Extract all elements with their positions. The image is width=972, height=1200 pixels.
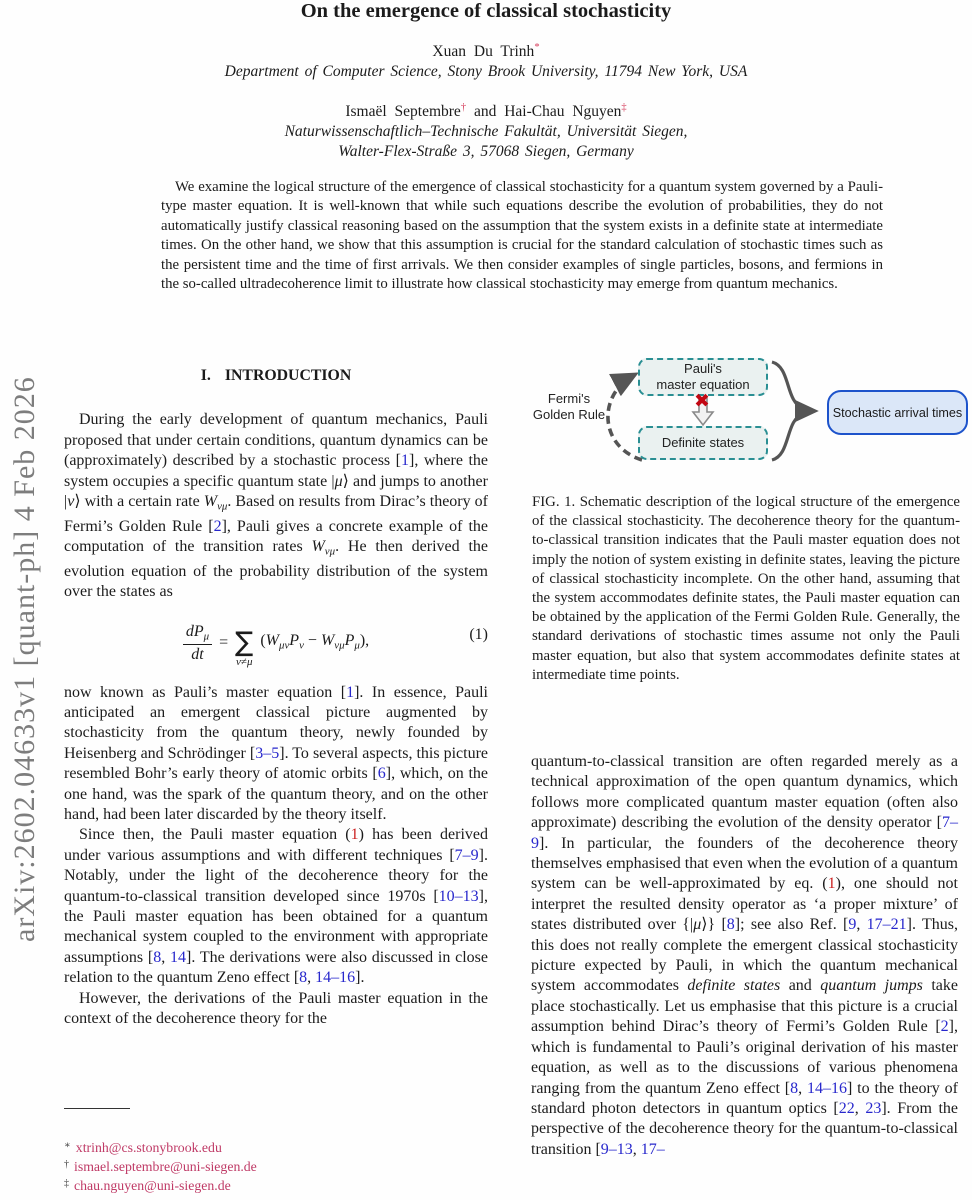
- text-segment: ,: [854, 1099, 866, 1117]
- definite-states-box: [638, 426, 768, 460]
- text-segment: ]. Thus, this does not really complete the emergent classical stochasticity picture expected by Pauli, in which the quantum mechanical system accommodates: [531, 916, 958, 995]
- equation-number: (1): [469, 625, 488, 643]
- text-segment: . He then derived the evolution equation of the probability distribution of the system over the states as: [64, 538, 488, 601]
- pauli-box-line2: master equation: [656, 377, 750, 392]
- citation-link[interactable]: 9: [848, 916, 857, 934]
- text-segment: ], Pauli gives a concrete example of the computation of the transition rates: [64, 517, 488, 556]
- paragraph: [531, 752, 958, 1160]
- brace-bottom: [772, 414, 803, 460]
- citation-link[interactable]: 14: [170, 948, 187, 966]
- author-name: Xuan Du Trinh: [432, 43, 535, 60]
- text-segment: ], which, on the one hand, was the spark of the quantum theory, and on the other hand, had been later discarded by the theory itself.: [64, 765, 488, 823]
- text-segment: ]. From the perspective of the decoherence theory for the quantum-to-classical transition [: [531, 1099, 958, 1158]
- text-segment: ⟩} [: [701, 916, 727, 934]
- text-segment: P: [289, 632, 300, 650]
- footnote-email-1: [64, 1138, 484, 1157]
- section-heading-introduction: [64, 366, 488, 386]
- text-segment: ,: [856, 916, 867, 934]
- text-segment: ,: [632, 1140, 641, 1158]
- text-segment: ], the Pauli master equation has been obtained for a quantum mechanical system coupled to the environment with appropriate assumptions [: [64, 887, 488, 966]
- footnote-email-2: [64, 1157, 484, 1176]
- equation-rhs: [260, 631, 369, 656]
- paragraph: [64, 410, 488, 602]
- text-segment: W: [320, 632, 335, 650]
- citation-link[interactable]: 2: [940, 1018, 949, 1036]
- equation-body: [64, 619, 488, 668]
- text-segment: μ: [203, 630, 210, 643]
- citation-link[interactable]: 9–13: [600, 1140, 633, 1158]
- citation-link[interactable]: 8: [726, 916, 735, 934]
- text-segment: ) has been derived under various assumptions and with different techniques [: [64, 826, 488, 864]
- stochastic-arrival-times-box: [827, 390, 968, 435]
- section-title: INTRODUCTION: [224, 367, 352, 384]
- text-segment: ], where the system occupies a specific quantum state |: [64, 452, 488, 490]
- text-segment: W: [265, 632, 279, 650]
- text-segment: ν: [236, 656, 241, 669]
- text-segment: μ: [693, 916, 702, 934]
- citation-link[interactable]: 17–21: [866, 916, 907, 934]
- author-line-2: [0, 102, 972, 121]
- red-cross-icon: ✖: [694, 391, 710, 412]
- text-segment: W: [203, 493, 218, 511]
- summation-subscript: [236, 657, 252, 668]
- text-segment: μ: [354, 639, 360, 652]
- figure-1-diagram: [500, 350, 972, 485]
- text-segment: dP: [185, 622, 204, 640]
- citation-link[interactable]: 7–9: [454, 846, 479, 864]
- equation-1: [64, 611, 488, 677]
- text-segment: ]. To several aspects, this picture resembled Bohr’s early theory of atomic orbits [: [64, 744, 489, 783]
- fraction: [183, 623, 212, 664]
- affiliation-2-line-2: Walter-Flex-Straße 3, 57068 Siegen, Germany: [338, 143, 634, 160]
- arxiv-watermark: arXiv:2602.04633v1 [quant-ph] 4 Feb 2026: [8, 376, 41, 942]
- text-segment: take place stochastically. Let us emphasise that this picture is a crucial assumption behind Dirac’s theory of Fermi’s Golden Rule [: [531, 977, 959, 1036]
- footnote-mark: ∗: [64, 1140, 71, 1151]
- citation-link[interactable]: 23: [865, 1099, 882, 1117]
- text-segment: ,: [307, 969, 316, 987]
- text-segment: †: [460, 102, 467, 113]
- footnote-mark: †: [64, 1158, 69, 1170]
- citation-link[interactable]: 8: [153, 948, 162, 966]
- paragraph: [64, 989, 488, 1030]
- text-segment: ,: [798, 1079, 807, 1097]
- text-segment: . Based on results from Dirac’s theory of Fermi’s Golden Rule [: [64, 493, 488, 535]
- text-segment: ].: [355, 969, 365, 987]
- citation-link[interactable]: 1: [346, 683, 355, 701]
- text-segment: ]. The derivations were also discussed in close relation to the quantum Zeno effect [: [64, 948, 488, 987]
- affiliation-2-line-1: Naturwissenschaftlich–Technische Fakultät, Universität Siegen,: [284, 123, 688, 140]
- text-segment: −: [303, 632, 321, 650]
- footnote-email-3: [64, 1176, 484, 1195]
- citation-link[interactable]: 17–: [640, 1140, 665, 1158]
- equation-ref[interactable]: 1: [350, 826, 359, 844]
- text-segment: and: [780, 977, 821, 995]
- citation-link[interactable]: 7–9: [531, 814, 958, 852]
- text-segment: ⟩ with a certain rate: [74, 493, 204, 511]
- text-segment: ], which is fundamental to Pauli’s original derivation of his master equation, as well as to the discussions of various phenomena ranging from the quantum Zeno effect [: [531, 1018, 958, 1097]
- text-segment: νμ: [217, 500, 228, 513]
- pauli-box-line1: Pauli's: [684, 361, 722, 377]
- result-box-label: Stochastic arrival times: [832, 405, 963, 420]
- text-segment: ]; see also Ref. [: [734, 916, 849, 934]
- email-link[interactable]: chau.nguyen@uni-siegen.de: [74, 1177, 231, 1193]
- citation-link[interactable]: 10–13: [438, 887, 479, 905]
- footnote-mark: ‡: [64, 1177, 69, 1189]
- text-segment: quantum jumps: [820, 977, 923, 995]
- text-segment: ≠: [240, 656, 247, 669]
- text-segment: Ismaël Septembre: [345, 103, 461, 120]
- email-link[interactable]: ismael.septembre@uni-siegen.de: [74, 1158, 257, 1174]
- text-segment: dt: [191, 645, 204, 663]
- citation-link[interactable]: 2: [213, 517, 222, 535]
- text-segment: However, the derivations of the Pauli master equation in the context of the decoherence theory for the: [64, 989, 488, 1028]
- text-segment: ]. In particular, the founders of the decoherence theory themselves emphasised that even when the evolution of a quantum system can be well-approximated by eq. (: [531, 834, 958, 893]
- text-segment: W: [311, 538, 325, 556]
- text-segment: μν: [279, 639, 290, 652]
- summation: [235, 629, 253, 668]
- paper-title: On the emergence of classical stochasticity: [300, 0, 672, 22]
- author-line-1: [0, 42, 972, 61]
- citation-link[interactable]: 8: [790, 1079, 799, 1097]
- citation-link[interactable]: 14–16: [806, 1079, 847, 1097]
- text-segment: νμ: [324, 545, 336, 558]
- brace-top: [772, 362, 803, 408]
- text-segment: ⟩ and jumps to another |: [64, 472, 488, 511]
- text-segment: quantum-to-classical transition are often regarded merely as a technical approximation of the open quantum dynamics, which follows more complicated quantum master equation (often also approximate) describing the evolution of the density operator [: [531, 753, 958, 832]
- equation-ref[interactable]: 1: [827, 875, 836, 893]
- text-segment: P: [344, 632, 355, 650]
- section-number: I.: [200, 367, 211, 384]
- text-segment: νμ: [334, 639, 345, 652]
- fermi-label-line1: Fermi's: [547, 391, 591, 406]
- paragraph: [64, 683, 488, 826]
- citation-link[interactable]: 1: [401, 452, 409, 470]
- email-link[interactable]: xtrinh@cs.stonybrook.edu: [75, 1140, 222, 1155]
- text-segment: μ: [334, 472, 343, 490]
- abstract: We examine the logical structure of the emergence of classical stochasticity for a quantum system governed by a Pauli-type master equation. It is well-known that while such equations describe the evolution of probabilities, they do not automatically justify classical reasoning based on the assumption that the system exists in a definite state at intermediate times. On the other hand, we show that this assumption is crucial for the standard calculation of stochastic times such as the persistent time and the time of first arrivals. We then consider examples of single particles, bosons, and fermions in the so-called ultradecoherence limit to illustrate how classical stochasticity may emerge from quantum mechanics.: [161, 179, 883, 293]
- citation-link[interactable]: 6: [377, 765, 386, 783]
- citation-link[interactable]: 22: [838, 1099, 855, 1117]
- fraction-denominator: [191, 645, 203, 664]
- equals-sign: =: [219, 634, 229, 652]
- fraction-numerator: [183, 623, 212, 645]
- text-segment: definite states: [687, 977, 781, 995]
- paragraph: [64, 825, 488, 988]
- affiliation-1: Department of Computer Science, Stony Brook University, 11794 New York, USA: [224, 63, 748, 80]
- figure-1-caption: FIG. 1. Schematic description of the logical structure of the emergence of the classical stochasticity. The decoherence theory for the quantum-to-classical transition indicates that the Pauli master equation does not imply the notion of system existing in definite states, leaving the picture of classical stochasticity incomplete. On the other hand, assuming that the system accommodates definite states, the Pauli master equation can be obtained by the application of the Fermi Golden Rule. Generally, the standard derivations of stochastic times assume not only the Pauli master equation, but also that system accommodates definite states at intermediate time points.: [532, 494, 960, 683]
- text-segment: μ: [246, 656, 253, 669]
- citation-link[interactable]: 3–5: [255, 744, 280, 762]
- left-column: [64, 366, 488, 1029]
- text-segment: ν: [299, 639, 304, 652]
- text-segment: ]. Notably, under the light of the decoherence theory for the quantum-to-classical transition developed since 1970s [: [64, 846, 488, 905]
- text-segment: ]. In essence, Pauli anticipated an emergent classical picture augmented by stochasticity from the quantum theory, newly founded by Heisenberg and Schrödinger [: [64, 683, 489, 762]
- footnotes: [64, 1138, 484, 1194]
- text-segment: ),: [359, 632, 370, 650]
- text-segment: and Hai-Chau Nguyen: [466, 103, 622, 120]
- text-segment: ] to the theory of standard photon detectors in quantum optics [: [531, 1079, 958, 1117]
- text-segment: ‡: [621, 102, 627, 113]
- definite-box-label: Definite states: [661, 435, 745, 451]
- text-segment: During the early development of quantum mechanics, Pauli proposed that under certain conditions, quantum dynamics can be (approximately) described by a stochastic process [: [64, 411, 488, 470]
- fermi-golden-rule-label: [510, 391, 628, 422]
- text-segment: ), one should not interpret the resulted density operator as ‘a proper mixture’ of states distributed over {|: [531, 875, 958, 934]
- sigma-symbol: ∑: [235, 627, 254, 659]
- citation-link[interactable]: 14–16: [315, 969, 356, 987]
- author-footnote-mark[interactable]: *: [534, 42, 540, 53]
- text-segment: ,: [161, 948, 171, 966]
- right-column: [531, 752, 958, 1160]
- text-segment: ν: [67, 493, 75, 511]
- text-segment: now known as Pauli’s master equation [: [64, 683, 347, 701]
- text-segment: Since then, the Pauli master equation (: [79, 826, 351, 844]
- fermi-label-line2: Golden Rule: [532, 406, 606, 422]
- footnote-rule: [64, 1108, 130, 1109]
- citation-link[interactable]: 8: [299, 969, 308, 987]
- text-segment: (: [260, 632, 266, 650]
